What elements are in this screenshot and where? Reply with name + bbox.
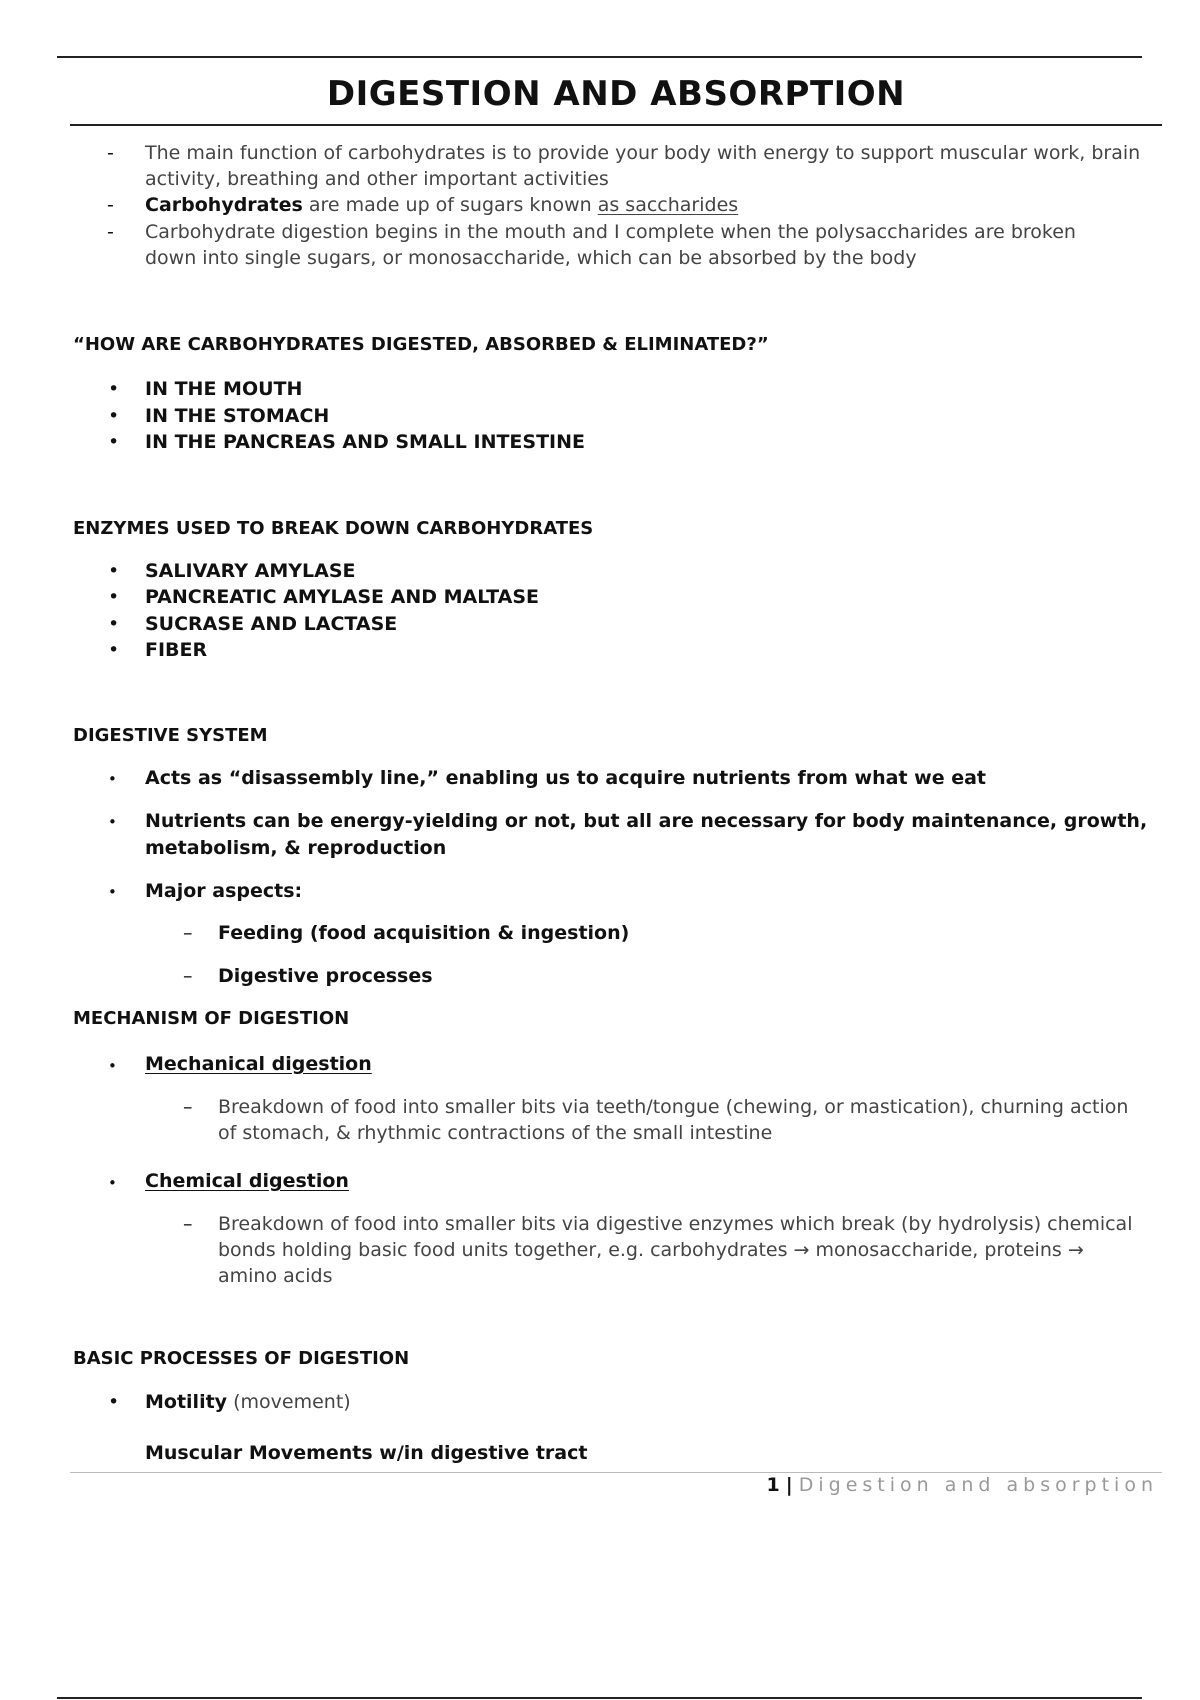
small-bullet: •	[108, 1174, 117, 1192]
page-title: DIGESTION AND ABSORPTION	[326, 74, 906, 114]
title-underline	[70, 124, 1162, 126]
digestive-heading: DIGESTIVE SYSTEM	[73, 725, 268, 746]
motility-item	[145, 1389, 351, 1415]
dot-bullet: •	[108, 1391, 120, 1413]
carbohydrates-term: Carbohydrates	[145, 194, 303, 216]
chemical-digestion-label: Chemical digestion	[145, 1170, 349, 1192]
small-bullet: •	[108, 813, 117, 831]
enzyme-item: FIBER	[145, 639, 208, 661]
motility-note: (movement)	[227, 1391, 351, 1413]
how-item: IN THE STOMACH	[145, 405, 330, 427]
mechanical-digestion-label: Mechanical digestion	[145, 1053, 372, 1075]
small-bullet: •	[108, 1057, 117, 1075]
digestive-sub-item: Feeding (food acquisition & ingestion)	[218, 922, 630, 944]
page-number: 1	[766, 1474, 780, 1496]
digestive-item: metabolism, & reproduction	[145, 837, 447, 859]
intro-line: The main function of carbohydrates is to provide your body with energy to support muscular work, brain	[145, 142, 1141, 164]
dot-bullet: •	[108, 405, 120, 427]
footer-divider	[70, 1472, 1162, 1473]
dot-bullet: •	[108, 431, 120, 453]
dot-bullet: •	[108, 586, 120, 608]
intro-line-carbohydrates	[145, 192, 738, 218]
chemical-line: Breakdown of food into smaller bits via digestive enzymes which break (by hydrolysis) chemical	[218, 1213, 1133, 1235]
page-footer	[766, 1474, 1158, 1496]
dash-marker: –	[183, 1096, 193, 1118]
how-item: IN THE MOUTH	[145, 378, 303, 400]
muscular-movements-subheading: Muscular Movements w/in digestive tract	[145, 1442, 588, 1464]
digestive-item: Nutrients can be energy-yielding or not, but all are necessary for body maintenance, growth,	[145, 810, 1148, 832]
hyphen-marker: -	[107, 221, 114, 243]
footer-title: Digestion and absorption	[798, 1474, 1158, 1496]
motility-term: Motility	[145, 1391, 228, 1413]
mechanical-line: of stomach, & rhythmic contractions of the small intestine	[218, 1122, 773, 1144]
dash-marker: –	[183, 965, 193, 987]
bottom-border-line	[57, 1697, 1142, 1699]
dot-bullet: •	[108, 560, 120, 582]
how-heading: “HOW ARE CARBOHYDRATES DIGESTED, ABSORBED & ELIMINATED?”	[73, 334, 769, 355]
small-bullet: •	[108, 883, 117, 901]
enzyme-item: SUCRASE AND LACTASE	[145, 613, 398, 635]
enzyme-item: PANCREATIC AMYLASE AND MALTASE	[145, 586, 540, 608]
how-item: IN THE PANCREAS AND SMALL INTESTINE	[145, 431, 586, 453]
intro-line: down into single sugars, or monosaccharide, which can be absorbed by the body	[145, 247, 917, 269]
dot-bullet: •	[108, 378, 120, 400]
footer-separator: |	[785, 1474, 793, 1496]
dash-marker: –	[183, 1213, 193, 1235]
enzymes-heading: ENZYMES USED TO BREAK DOWN CARBOHYDRATES	[73, 518, 594, 539]
top-border-line	[57, 56, 1142, 58]
small-bullet: •	[108, 770, 117, 788]
digestive-sub-item: Digestive processes	[218, 965, 433, 987]
intro-line: activity, breathing and other important activities	[145, 168, 609, 190]
hyphen-marker: -	[107, 142, 114, 164]
dot-bullet: •	[108, 639, 120, 661]
intro-line: Carbohydrate digestion begins in the mouth and I complete when the polysaccharides are broken	[145, 221, 1076, 243]
basic-processes-heading: BASIC PROCESSES OF DIGESTION	[73, 1348, 410, 1369]
dot-bullet: •	[108, 613, 120, 635]
intro-text: are made up of sugars known	[302, 194, 598, 216]
saccharides-term: as saccharides	[597, 194, 739, 216]
chemical-line: amino acids	[218, 1265, 333, 1287]
hyphen-marker: -	[107, 194, 114, 216]
chemical-line: bonds holding basic food units together, e.g. carbohydrates → monosaccharide, proteins →	[218, 1239, 1084, 1261]
mechanism-heading: MECHANISM OF DIGESTION	[73, 1008, 350, 1029]
digestive-item: Major aspects:	[145, 880, 303, 902]
digestive-item: Acts as “disassembly line,” enabling us to acquire nutrients from what we eat	[145, 767, 987, 789]
dash-marker: –	[183, 922, 193, 944]
mechanical-line: Breakdown of food into smaller bits via teeth/tongue (chewing, or mastication), churning action	[218, 1096, 1129, 1118]
enzyme-item: SALIVARY AMYLASE	[145, 560, 356, 582]
